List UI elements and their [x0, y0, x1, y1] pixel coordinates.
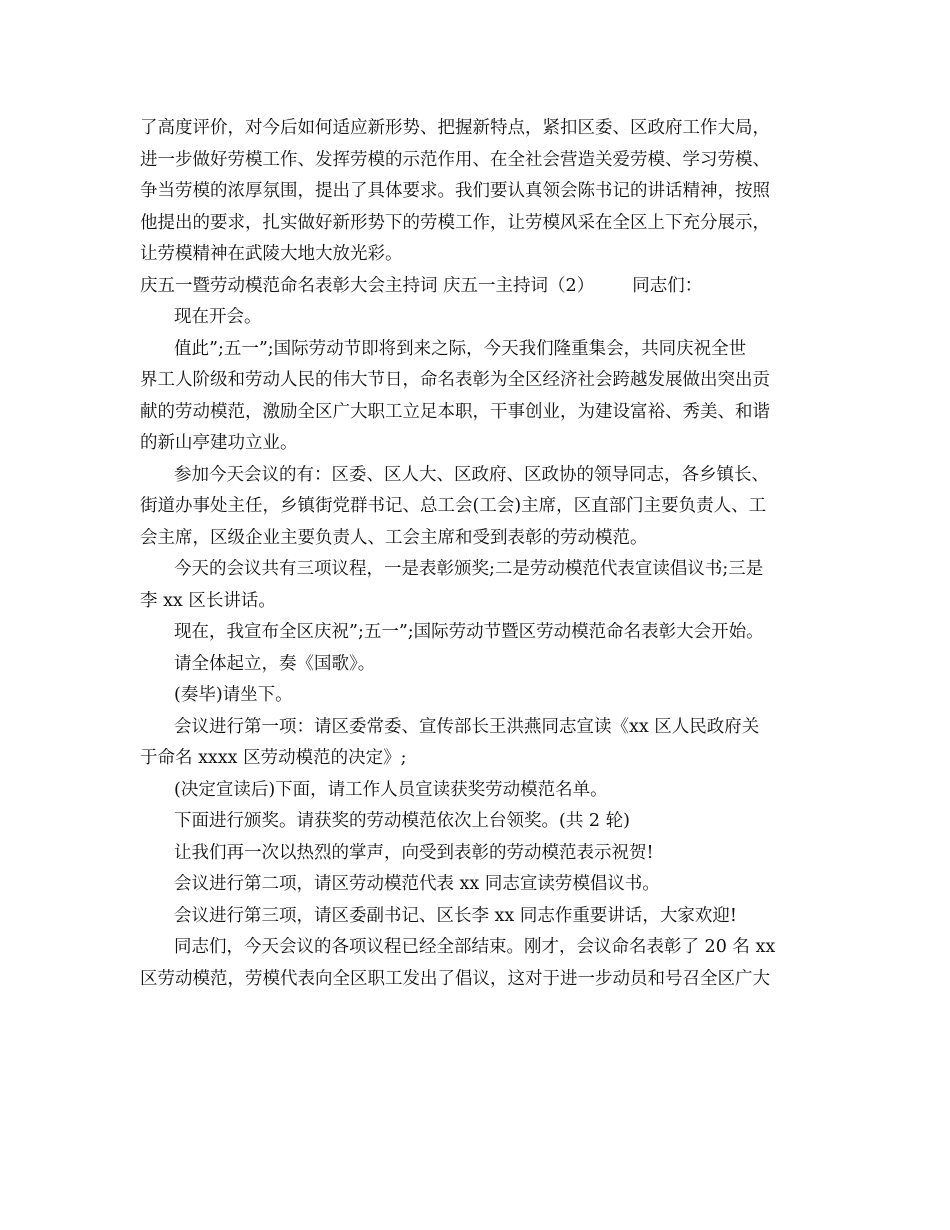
text-line: 让劳模精神在武陵大地大放光彩。 — [140, 244, 403, 264]
text-line: 会主席，区级企业主要负责人、工会主席和受到表彰的劳动模范。 — [140, 527, 648, 548]
text-line: 会议进行第一项：请区委常委、宣传部长王洪燕同志宣读《xx 区人民政府关 — [174, 716, 760, 737]
text-line: 现在开会。 — [174, 307, 262, 327]
text-line: 现在，我宣布全区庆祝”;五一”;国际劳动节暨区劳动模范命名表彰大会开始。 — [174, 622, 764, 642]
text-line: 的新山亭建功立业。 — [140, 433, 298, 453]
text-line: 会议进行第三项，请区委副书记、区长李 xx 同志作重要讲话，大家欢迎! — [174, 905, 737, 926]
text-line: 下面进行颁奖。请获奖的劳动模范依次上台领奖。(共 2 轮) — [174, 811, 630, 831]
text-line: 献的劳动模范，激励全区广大职工立足本职，干事创业，为建设富裕、秀美、和谐 — [140, 401, 770, 422]
text-line: 值此”;五一”;国际劳动节即将到来之际，今天我们隆重集会，共同庆祝全世 — [174, 338, 747, 359]
text-line: (奏毕)请坐下。 — [174, 685, 293, 705]
text-line: 让我们再一次以热烈的掌声，向受到表彰的劳动模范表示祝贺! — [174, 842, 654, 863]
text-line: 同志们，今天会议的各项议程已经全部结束。刚才，会议命名表彰了 20 名 xx — [174, 937, 776, 957]
text-line: 他提出的要求，扎实做好新形势下的劳模工作，让劳模风采在全区上下充分展示， — [140, 212, 770, 233]
text-line: 于命名 xxxx 区劳动模范的决定》; — [140, 748, 407, 768]
text-line: 了高度评价，对今后如何适应新形势、把握新特点，紧扣区委、区政府工作大局， — [140, 118, 770, 138]
text-line: 李 xx 区长讲话。 — [140, 590, 276, 611]
text-line: 请全体起立，奏《国歌》。 — [174, 653, 376, 674]
text-line: 参加今天会议的有：区委、区人大、区政府、区政协的领导同志，各乡镇长、 — [174, 464, 769, 485]
section-title: 庆五一暨劳动模范命名表彰大会主持词 庆五一主持词（2） — [140, 275, 595, 296]
text-line: 街道办事处主任，乡镇街党群书记、总工会(工会)主席，区直部门主要负责人、工 — [140, 496, 767, 516]
text-line: 今天的会议共有三项议程，一是表彰颁奖;二是劳动模范代表宣读倡议书;三是 — [174, 559, 764, 579]
salutation: 同志们： — [632, 275, 703, 296]
section-heading — [140, 271, 830, 303]
text-line: 区劳动模范，劳模代表向全区职工发出了倡议，这对于进一步动员和号召全区广大 — [140, 968, 770, 989]
text-line: (决定宣读后)下面，请工作人员宣读获奖劳动模范名单。 — [174, 779, 608, 800]
text-line: 进一步做好劳模工作、发挥劳模的示范作用、在全社会营造关爱劳模、学习劳模、 — [140, 149, 770, 170]
document-body — [140, 113, 830, 995]
text-line: 界工人阶级和劳动人民的伟大节日，命名表彰为全区经济社会跨越发展做出突出贡 — [140, 370, 770, 390]
text-line: 会议进行第二项，请区劳动模范代表 xx 同志宣读劳模倡议书。 — [174, 874, 660, 894]
body-paragraphs — [140, 302, 830, 995]
text-line: 争当劳模的浓厚氛围，提出了具体要求。我们要认真领会陈书记的讲话精神，按照 — [140, 181, 770, 201]
